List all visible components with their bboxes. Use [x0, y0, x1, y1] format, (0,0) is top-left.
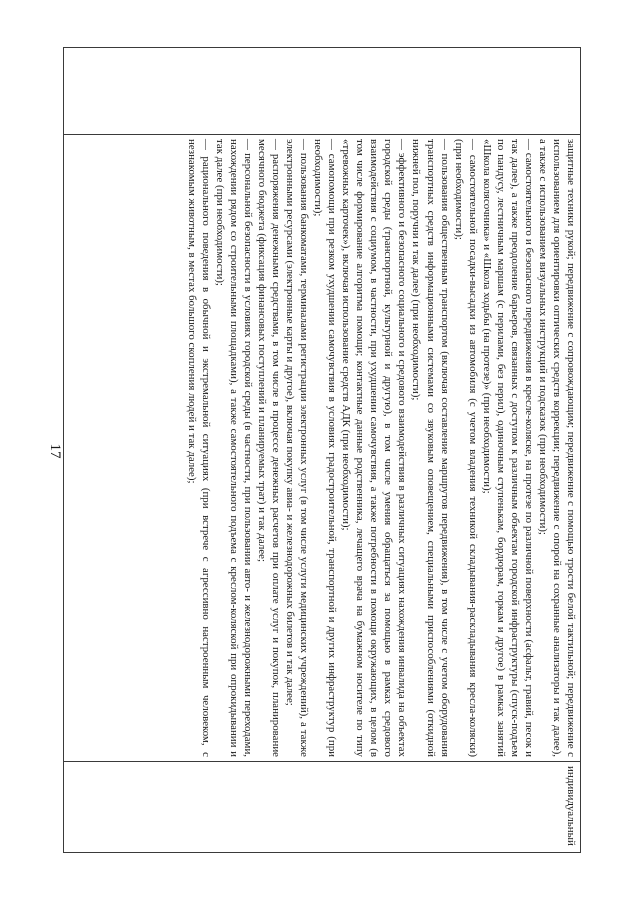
paragraph: — самостоятельного и безопасного передвижения в кресле-коляске, на протезе по различной поверхности (асфальт, гравий, песок и так далее), а также преодоление барьеров, связанных с доступом к различным объектам городской инфраструктуры (спуск-подъем по пандусу, лестничным маршам (с перилами, без перил), одиночным ступенькам, бордюрам, горкам и другое) в рамках занятий «Школа колясочника» и «Школа ходьбы (на протезе)» (при необходимости);: [480, 139, 535, 757]
paragraph: — пользования банкоматами, терминалами регистрации электронных услуг (в том числе услуги медицинских учреждений), а также электронными ресурсами (электронные карты и другое), включая покупку авиа- и железнодорожных билетов и так далее;: [284, 139, 311, 757]
paragraph: — самостоятельной посадки-высадки из автомобиля (с учетом владения техникой складывания-раскладывания кресла-коляски) (при необходимости);: [452, 139, 479, 757]
paragraph: — распоряжения денежными средствами, в том числе в процессе денежных расчетов при оплате услуг и покупок, планирование месячного бюджета (фиксация финансовых поступлений и планируемых трат) и так далее;: [255, 139, 283, 757]
table-cell-empty: [64, 48, 581, 135]
paragraph: — самопомощи при резком ухудшении самочувствия в условиях градостроительной, транспортной и других инфраструктур (при необходимости);: [312, 139, 339, 757]
paragraph: защитные техники рукой; передвижение с сопровождающим; передвижение с помощью трости белой тактильной; передвижение с использованием для ориентировки оптических средств коррекции; передвижение с опорой на сохранные анализаторы и так далее), а также с использованием визуальных инструкций и подсказок (при необходимости);: [536, 139, 577, 757]
paragraph: — пользования общественным транспортом (включая составление маршрутов передвижения), в том числе с учетом оборудования транспортных средств информационными системами со звуковым оповещением, специальными приспособлениями (откидной нижней пол, поручни и так далее) (при необходимости);: [410, 139, 451, 757]
paragraph: — эффективного и безопасного социального и средового взаимодействия в различных ситуациях нахождения инвалида на объектах городской среды (транспортной, культурной и другую), в том числе умения обращаться за помощью в рамках средового взаимодействия с социумом, в частности, при ухудшении самочувствия, а также потребности в помощи окружающих, в целом (в том числе формирование алгоритма помощи; контактные данные родственника, лечащего врача на бумажном носителе по типу «тревожных карточек»), включая использование средств АДК (при необходимости);: [340, 139, 409, 757]
table-row: [64, 48, 581, 853]
rotated-table-page: [63, 47, 581, 853]
table-cell-description: [64, 135, 581, 762]
service-table: [63, 47, 581, 853]
paragraph: — рационального поведения в обычной и экстремальной ситуациях (при встрече с агрессивно настроенным человеком, с незнакомым животным, в местах большого скопления людей и так далее);: [185, 139, 212, 757]
table-cell-type: индивидуальный: [64, 762, 581, 853]
paragraph: — персональной безопасности в условиях городской среды (в частности, при пользовании авто- и железнодорожными переходами, нахождении рядом со строительными площадками), а также самостоятельного подъема с креслом-коляской при опрокидывании и так далее (при необходимости);: [213, 139, 254, 757]
page-number: 17: [47, 443, 63, 459]
